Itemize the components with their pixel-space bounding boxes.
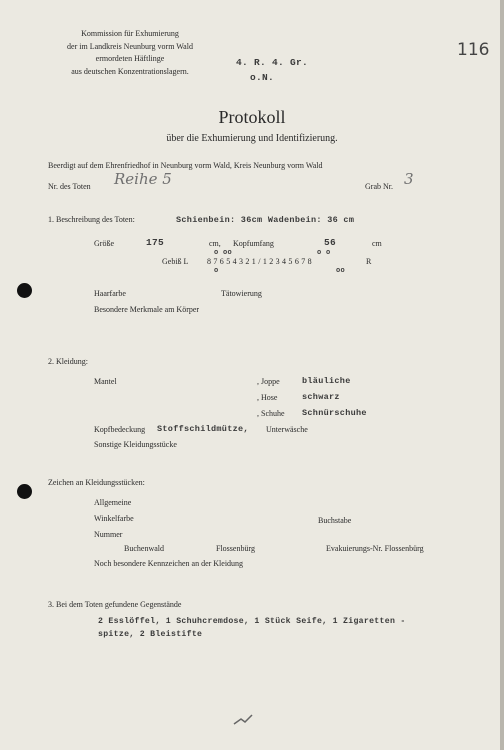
typed-reference: 4. R. 4. Gr. [236, 57, 309, 68]
merkmale-label: Besondere Merkmale am Körper [94, 305, 200, 314]
found-items-line-2: spitze, 2 Bleistifte [98, 630, 203, 639]
groesse-value: 175 [146, 237, 165, 248]
taetowierung-label: Tätowierung [221, 289, 262, 298]
gebiss-teeth-row: 8 7 6 5 4 3 2 1 / 1 2 3 4 5 6 7 8 [207, 257, 312, 266]
section2-heading: 2. Kleidung: [48, 357, 88, 366]
teeth-marks-lower-right: oo [336, 267, 346, 275]
gebiss-r: R [366, 257, 372, 266]
evakuierungs-label: Evakuierungs-Nr. Flossenbürg [326, 544, 424, 553]
commission-line-4: aus deutschen Konzentrationslagern. [71, 66, 189, 76]
kopfumfang-value: 56 [324, 237, 337, 248]
found-items-line-1: 2 Esslöffel, 1 Schuhcremdose, 1 Stück Seife, 1 Zigaretten - [98, 617, 406, 626]
schuhe-label: , Schuhe [257, 409, 285, 418]
flossenbuerg-label: Flossenbürg [216, 544, 255, 553]
cm-label-1: cm, [209, 239, 221, 248]
cm-label-2: cm [372, 239, 382, 248]
besondere-kennzeichen-label: Noch besondere Kennzeichen an der Kleidung [94, 559, 244, 568]
allgemeine-label: Allgemeine [94, 498, 132, 507]
joppe-value: bläuliche [302, 376, 351, 386]
sonstige-label: Sonstige Kleidungsstücke [94, 440, 177, 449]
commission-line-2: der im Landkreis Neunburg vorm Wald [67, 41, 193, 51]
mantel-label: Mantel [94, 377, 117, 386]
kopfbedeckung-label: Kopfbedeckung [94, 425, 146, 434]
section1-heading: 1. Beschreibung des Toten: [48, 215, 135, 224]
typed-reference-2: o.N. [250, 72, 275, 83]
groesse-label: Größe [94, 239, 114, 248]
grab-value: 3 [404, 170, 414, 188]
schuhe-value: Schnürschuhe [302, 408, 367, 418]
unterwaesche-label: Unterwäsche [266, 425, 308, 434]
commission-header [50, 28, 210, 78]
buchstabe-label: Buchstabe [318, 516, 352, 525]
commission-line-3: ermordeten Häftlinge [95, 54, 165, 63]
bone-measurements: Schienbein: 36cm Wadenbein: 36 cm [176, 215, 355, 225]
winkelfarbe-label: Winkelfarbe [94, 514, 134, 523]
grab-label: Grab Nr. [365, 182, 393, 191]
zeichen-heading: Zeichen an Kleidungsstücken: [48, 478, 145, 487]
kopfumfang-label: Kopfumfang [233, 239, 274, 248]
burial-line: Beerdigt auf dem Ehrenfriedhof in Neunburg vorm Wald, Kreis Neunburg vorm Wald [48, 161, 323, 170]
hose-label: , Hose [257, 393, 278, 402]
haarfarbe-label: Haarfarbe [94, 289, 126, 298]
punch-hole-top [17, 283, 32, 298]
nr-value: Reihe 5 [114, 170, 172, 188]
teeth-marks-upper-right: o o [317, 249, 331, 257]
teeth-marks-lower-left: o [214, 267, 219, 275]
nummer-label: Nummer [94, 530, 123, 539]
document-title: Protokoll [218, 107, 286, 127]
hose-value: schwarz [302, 392, 340, 402]
teeth-marks-upper-left: o oo [214, 249, 233, 257]
gebiss-label: Gebiß L [162, 257, 189, 266]
section3-heading: 3. Bei dem Toten gefundene Gegenstände [48, 600, 182, 609]
punch-hole-bottom [17, 484, 32, 499]
kopfbedeckung-value: Stoffschildmütze, [157, 424, 249, 434]
buchenwald-label: Buchenwald [124, 544, 164, 553]
page-number: 116 [457, 40, 490, 60]
pencil-scribble-icon [232, 712, 254, 728]
joppe-label: , Joppe [257, 377, 280, 386]
nr-label: Nr. des Toten [48, 182, 91, 191]
commission-line-1: Kommission für Exhumierung [81, 29, 179, 38]
document-subtitle: über die Exhumierung und Identifizierung. [166, 133, 338, 144]
